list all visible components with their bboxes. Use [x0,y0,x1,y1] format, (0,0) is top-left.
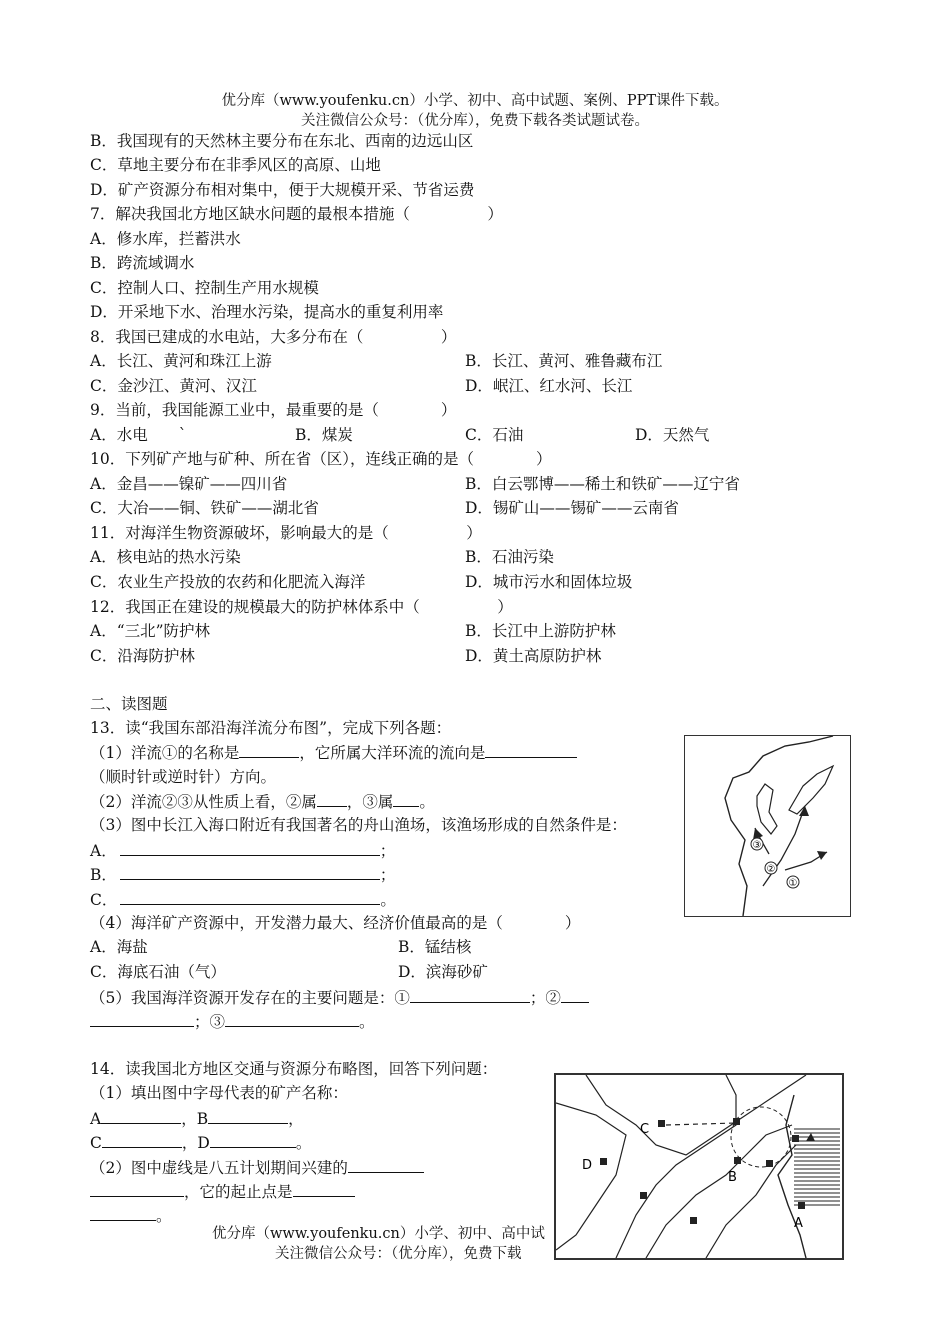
map-label-a: A [794,1216,803,1231]
transport-resource-map-svg [556,1075,842,1258]
q14-part2-cont [90,1181,355,1202]
q14-period-1: 。 [295,1134,312,1152]
q14-blank-2d[interactable] [90,1205,156,1221]
q10-option-c: C．大冶——铜、铁矿——湖北省 [90,499,319,517]
q11-option-b: B．石油污染 [465,548,554,566]
city-marker-3 [766,1160,773,1167]
q14-p2-text-b: ，它的起止点是 [184,1183,293,1201]
q13-blank-5[interactable] [410,987,530,1003]
q8-option-d: D．岷江、红水河、长江 [465,377,633,395]
q13-label-a: A． [90,842,117,860]
q13-label-c: C． [90,891,118,909]
q6-option-b: B．我国现有的天然林主要分布在东北、西南的边远山区 [90,132,474,150]
q13-p5-text-d: 。 [359,1013,375,1031]
mine-c-marker [658,1120,665,1127]
q11-option-a: A．核电站的热水污染 [90,548,241,566]
q11-option-d: D．城市污水和固体垃圾 [465,573,633,591]
q14-label-d: ，D [181,1134,210,1152]
q14-blank-a[interactable] [101,1108,181,1124]
city-marker-4 [640,1192,647,1199]
q13-blank-c[interactable] [120,889,380,905]
city-marker-1 [733,1118,740,1125]
q6-option-d: D．矿产资源分布相对集中，便于大规模开采、节省运费 [90,181,475,199]
q13-p1-text-a: （1）洋流①的名称是 [90,744,240,762]
islands [789,766,833,814]
q14-line-ab [90,1108,304,1129]
q14-part2-end [90,1205,172,1226]
q14-part1: （1）填出图中字母代表的矿产名称： [90,1084,348,1102]
q8-option-b: B．长江、黄河、雅鲁藏布江 [465,352,663,370]
q13-blank-b[interactable] [120,864,380,880]
map-label-b: B [728,1170,737,1185]
q13-p2-text-a: （2）洋流②③从性质上看，②属 [90,793,317,811]
q6-option-c: C．草地主要分布在非季风区的高原、山地 [90,156,381,174]
q13-blank-1[interactable] [239,742,299,758]
q8-option-c: C．金沙江、黄河、汉江 [90,377,257,395]
ocean-current-map-svg [685,736,850,916]
q11-stem: 11．对海洋生物资源破坏，影响最大的是（ ） [90,524,482,542]
q9-stem: 9．当前，我国能源工业中，最重要的是（ ） [90,401,457,419]
q12-option-c: C．沿海防护林 [90,647,195,665]
q13-period-c: 。 [380,891,396,909]
q13-p5-text-c: ；③ [194,1013,226,1031]
q9-option-b: B．煤炭 [295,426,353,444]
q13-p2-text-b: ，③属 [346,793,394,811]
current-label-1: ① [788,878,798,889]
q13-semi-a: ； [379,842,396,860]
q14-label-a: A [90,1110,102,1128]
q13-part3: （3）图中长江入海口附近有我国著名的舟山渔场，该渔场形成的自然条件是： [90,816,627,834]
railway-2 [616,1075,736,1258]
q13-label-b: B． [90,866,117,884]
header-line-2: 关注微信公众号：（优分库），免费下载各类试题试卷。 [301,113,649,129]
q13-part4: （4）海洋矿产资源中，开发潜力最大、经济价值最高的是（ ） [90,914,581,932]
q10-stem: 10．下列矿产地与矿种、所在省（区），连线正确的是（ ） [90,450,552,468]
map-label-c: C [640,1122,650,1137]
mine-a-marker [798,1202,805,1209]
q13-blank-2[interactable] [485,742,577,758]
railway-1 [646,1125,792,1258]
q14-stem: 14．读我国北方地区交通与资源分布略图，回答下列问题： [90,1060,498,1078]
section-title: 二、读图题 [90,695,168,713]
q14-blank-d[interactable] [210,1132,296,1148]
q12-stem: 12．我国正在建设的规模最大的防护林体系中（ ） [90,598,513,616]
q13-option-c: C．海底石油（气） [90,963,226,981]
q13-blank-a[interactable] [120,840,380,856]
q13-blank-4[interactable] [393,791,419,807]
q14-period-2: 。 [156,1207,172,1225]
coastline [725,736,833,916]
q13-p2-text-c: 。 [419,793,435,811]
q14-line-cd [90,1132,311,1153]
q13-p5-text-b: ；② [529,989,561,1007]
map-label-d: D [582,1158,593,1173]
river-1 [556,1103,626,1250]
header-line-1: 优分库（www.youfenku.cn）小学、初中、高中试题、案例、PPT课件下载。 [221,93,729,109]
transport-resource-map [554,1073,844,1260]
q13-part1-cont: （顺时针或逆时针）方向。 [90,768,277,786]
q13-blank-3[interactable] [317,791,347,807]
q10-option-a: A．金昌——镍矿——四川省 [90,475,288,493]
q7-option-d: D．开采地下水、治理水污染，提高水的重复利用率 [90,303,444,321]
q13-option-b: B．锰结核 [398,938,472,956]
q14-blank-b[interactable] [208,1108,288,1124]
q11-option-c: C．农业生产投放的农药和化肥流入海洋 [90,573,366,591]
mine-b-marker [734,1157,741,1164]
q7-option-b: B．跨流域调水 [90,254,195,272]
q9-option-a: A．水电 ` [90,426,187,444]
mine-d-marker [600,1158,607,1165]
current-2-arrowhead [817,851,827,860]
q14-p2-text-a: （2）图中虚线是八五计划期间兴建的 [90,1159,348,1177]
q12-option-a: A．“三北”防护林 [90,622,211,640]
q13-part5 [90,987,589,1008]
q9-option-d: D．天然气 [635,426,710,444]
q12-option-d: D．黄土高原防护林 [465,647,602,665]
q13-option-d: D．滨海砂矿 [398,963,488,981]
sea-area [794,1127,840,1207]
q14-blank-c[interactable] [102,1132,182,1148]
new-railway-dashed [666,1123,736,1125]
q13-part5-cont [90,1011,375,1032]
q13-option-a: A．海盐 [90,938,148,956]
q13-line-b [90,864,395,885]
city-marker-5 [690,1217,697,1224]
q7-option-a: A．修水库，拦蓄洪水 [90,230,241,248]
q8-option-a: A．长江、黄河和珠江上游 [90,352,272,370]
q12-option-b: B．长江中上游防护林 [465,622,616,640]
q13-blank-6b[interactable] [90,1011,194,1027]
q13-p1-text-b: ，它所属大洋环流的流向是 [299,744,486,762]
q8-stem: 8．我国已建成的水电站，大多分布在（ ） [90,328,457,346]
q13-p5-text-a: （5）我国海洋资源开发存在的主要问题是：① [90,989,410,1007]
q7-option-c: C．控制人口、控制生产用水规模 [90,279,319,297]
q14-label-b: ，B [181,1110,209,1128]
q13-blank-7[interactable] [225,1011,359,1027]
current-label-2: ② [766,864,776,875]
ocean-current-map [684,735,851,917]
q14-label-c: C [90,1134,102,1152]
q14-blank-2a[interactable] [348,1157,424,1173]
peninsula [757,784,777,834]
q14-part2 [90,1157,424,1178]
q10-option-b: B．白云鄂博——稀土和铁矿——辽宁省 [465,475,740,493]
railway-3 [706,1145,796,1258]
q14-comma: ， [288,1110,304,1128]
q7-stem: 7．解决我国北方地区缺水问题的最根本措施（ ） [90,205,503,223]
city-marker-2 [792,1135,799,1142]
footer-line-2: 关注微信公众号：（优分库），免费下载 [275,1246,522,1262]
q9-option-c: C．石油 [465,426,524,444]
q14-blank-2b[interactable] [90,1181,184,1197]
q13-line-a [90,840,395,861]
river-2 [586,1075,806,1155]
q13-blank-6[interactable] [561,987,589,1003]
current-label-3: ③ [752,840,762,851]
q13-stem: 13．读“我国东部沿海洋流分布图”，完成下列各题： [90,719,452,737]
q13-semi-b: ； [379,866,396,884]
q10-option-d: D．锡矿山——锡矿——云南省 [465,499,679,517]
q14-blank-2c[interactable] [293,1181,355,1197]
q13-part2 [90,791,435,812]
footer-line-1: 优分库（www.youfenku.cn）小学、初中、高中试 [212,1226,545,1242]
q13-part1 [90,742,577,763]
q13-line-c [90,889,396,910]
